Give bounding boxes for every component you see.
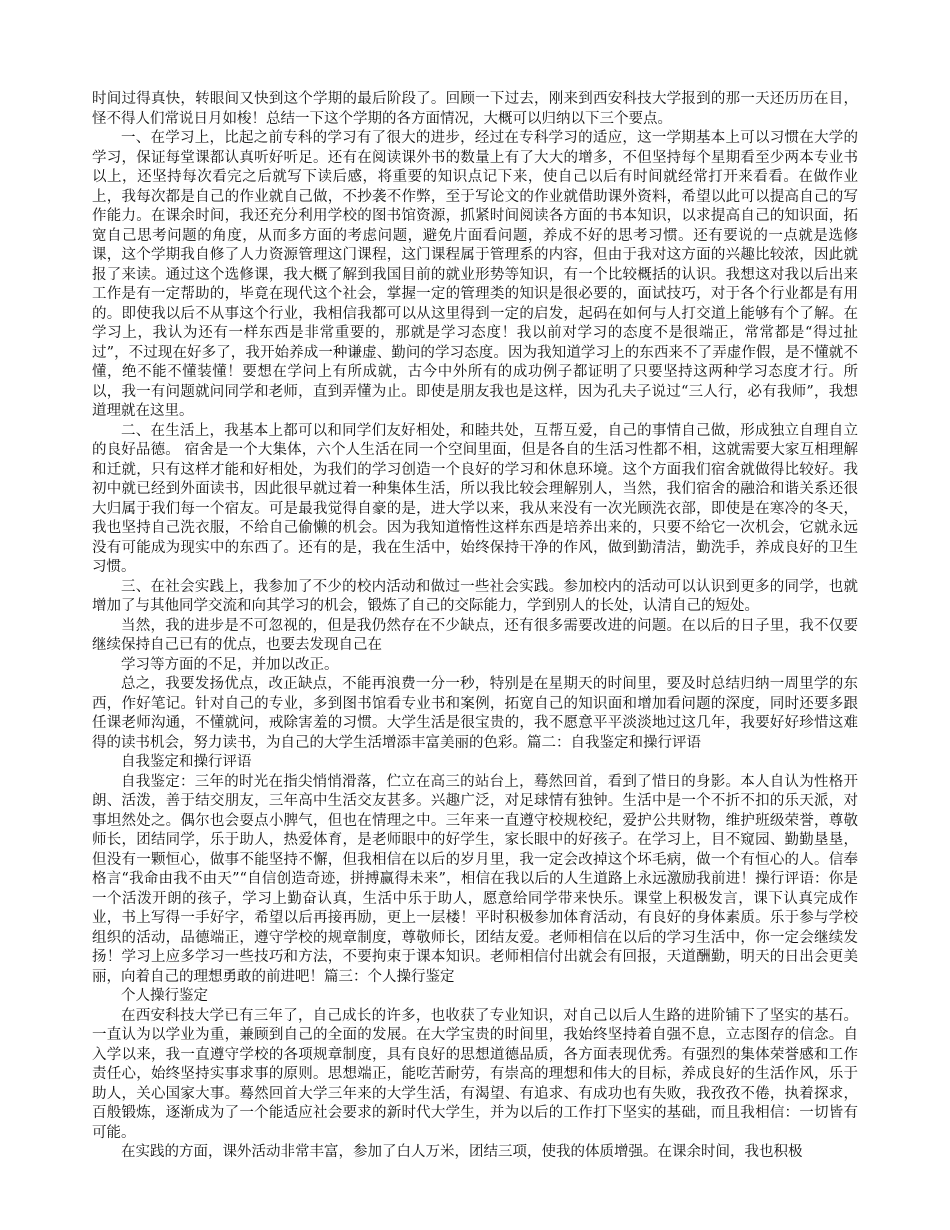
section-heading-self-evaluation: 自我鉴定和操行评语 bbox=[121, 754, 252, 770]
section-heading-conduct: 个人操行鉴定 bbox=[121, 988, 208, 1004]
paragraph-summary: 总之，我要发扬优点，改正缺点，不能再浪费一分一秒，特别是在星期天的时间里，要及时总结归纳一周里学的东西，作好笔记。针对自己的专业，多到图书馆看专业书和案例，拓宽自己的知识面和增加看问题的深度，同时还要多跟任课老师沟通，不懂就问，戒除害羞的习惯。大学生活是很宝贵的，我不愿意平平淡淡地过这几年，我要好好珍惜这难得的读书机会，努力读书，为自己的大学生活增添丰富美丽的色彩。篇二：自我鉴定和操行评语 bbox=[92, 676, 858, 751]
paragraph-self-evaluation: 自我鉴定：三年的时光在指尖悄悄滑落，伫立在高三的站台上，蓦然回首，看到了惜日的身影。本人自认为性格开朗、活泼，善于结交朋友，三年高中生活交友甚多。兴趣广泛，对足球情有独钟。生活中是一个不折不扣的乐天派，对事坦然处之。偶尔也会耍点小脾气，但也在情理之中。三年来一直遵守校规校纪，爱护公共财物，维护班级荣誉，尊敬师长，团结同学，乐于助人，热爱体育，是老师眼中的好学生，家长眼中的好孩子。在学习上，目不窥园、勤勤垦垦，但没有一颗恒心，做事不能坚持不懈，但我相信在以后的岁月里，我一定会改掉这个坏毛病，做一个有恒心的人。信奉格言“我命由我不由天”“自信创造奇迹，拼搏赢得未来”，相信在我以后的人生道路上永远激励我前进！操行评语：你是一个活泼开朗的孩子，学习上勤奋认真，生活中乐于助人，愿意给同学带来快乐。课堂上积极发言，课下认真完成作业，书上写得一手好字，希望以后再接再励，更上一层楼！平时积极参加体育活动，有良好的身体素质。乐于参与学校组织的活动，品德端正，遵守学校的规章制度，尊敬师长，团结友爱。老师相信在以后的学习生活中，你一定会继续发扬！学习上应多学习一些技巧和方法，不要拘束于课本知识。老师相信付出就会有回报，天道酬勤，明天的日出会更美丽，向着自己的理想勇敢的前进吧！篇三：个人操行鉴定 bbox=[92, 773, 858, 985]
paragraph-study: 一、在学习上，比起之前专科的学习有了很大的进步，经过在专科学习的适应，这一学期基本上可以习惯在大学的学习，保证每堂课都认真听好听足。还有在阅读课外书的数量上有了大大的增多，不但坚持每个星期看至少两本专业书以上，还坚持每次看完之后就写下读后感，将重要的知识点记下来，使自己以后有时间就经常打开来看看。在做作业上，我每次都是自己的作业就自己做，不抄袭不作弊，至于写论文的作业就借助课外资料，希望以此可以提高自己的写作能力。在课余时间，我还充分利用学校的图书馆资源，抓紧时间阅读各方面的书本知识，以求提高自己的知识面，拓宽自己思考问题的角度，从而多方面的考虑问题，避免片面看问题，养成不好的思考习惯。还有要说的一点就是选修课，这个学期我自修了人力资源管理这门课程，这门课程属于管理系的内容，但由于我对这方面的兴趣比较浓，因此就报了来读。通过这个选修课，我大概了解到我国目前的就业形势等知识，有一个比较概括的认识。我想这对我以后出来工作是有一定帮助的，毕竟在现代这个社会，掌握一定的管理类的知识是很必要的，面试技巧，对于各个行业都是有用的。即使我以后不从事这个行业，我相信我都可以从这里得到一定的启发，起码在如何与人打交道上能够有个了解。在学习上，我认为还有一样东西是非常重要的，那就是学习态度！我以前对学习的态度不是很端正，常常都是“得过扯过”，不过现在好多了，我开始养成一种谦虚、勤问的学习态度。因为我知道学习上的东西来不了弄虚作假，是不懂就不懂，绝不能不懂装懂！要想在学问上有所成就，古今中外所有的成功例子都证明了只要坚持这两种学习态度才行。所以，我一有问题就问同学和老师，直到弄懂为止。即使是朋友我也是这样，因为孔夫子说过“三人行，必有我师”，我想道理就在这里。 bbox=[92, 130, 858, 419]
paragraph-social-practice: 三、在社会实践上，我参加了不少的校内活动和做过一些社会实践。参加校内的活动可以认识到更多的同学，也就增加了与其他同学交流和向其学习的机会，锻炼了自己的交际能力，学到别人的长处，认清自己的短处。 bbox=[92, 578, 858, 614]
paragraph-shortcomings-cont: 学习等方面的不足，并加以改正。 bbox=[121, 656, 339, 673]
paragraph-intro: 时间过得真快，转眼间又快到这个学期的最后阶段了。回顾一下过去，刚来到西安科技大学报到的那一天还历历在目，怪不得人们常说日月如梭！总结一下这个学期的各方面情况，大概可以归纳以下三个要点。 bbox=[92, 91, 858, 127]
document-page bbox=[92, 90, 858, 1220]
paragraph-shortcomings: 当然，我的进步是不可忽视的，但是我仍然存在不少缺点，还有很多需要改进的问题。在以后的日子里，我不仅要继续保持自己已有的优点，也要去发现自己在 bbox=[92, 617, 858, 653]
paragraph-practice: 在实践的方面，课外活动非常丰富，参加了白人万米，团结三项，使我的体质增强。在课余时间，我也积极 bbox=[121, 1144, 803, 1160]
paragraph-conduct: 在西安科技大学已有三年了，自己成长的许多，也收获了专业知识，对自己以后人生路的进阶铺下了坚实的基石。一直认为以学业为重，兼顾到自己的全面的发展。在大学宝贵的时间里，我始终坚持着自强不息，立志图存的信念。自入学以来，我一直遵守学校的各项规章制度，具有良好的思想道德品质，各方面表现优秀。有强烈的集体荣誉感和工作责任心，始终坚持实事求事的原则。思想端正，能吃苦耐劳，有崇高的理想和伟大的目标，养成良好的生活作风，乐于助人，关心国家大事。蓦然回首大学三年来的大学生活，有渴望、有追求、有成功也有失败，我孜孜不倦，执着探求，百般锻炼，逐渐成为了一个能适应社会要求的新时代大学生，并为以后的工作打下坚实的基础，而且我相信：一切皆有可能。 bbox=[92, 1007, 858, 1141]
paragraph-life: 二、在生活上，我基本上都可以和同学们友好相处，和睦共处，互帮互爱，自己的事情自己做，形成独立自理自立的良好品德。 宿舍是一个大集体，六个人生活在同一个空间里面，但是各自的生活习性都不相，这就需要大家互相理解和迁就，只有这样才能和好相处，为我们的学习创造一个良好的学习和休息环境。这个方面我们宿舍就做得比较好。我初中就已经到外面读书，因此很早就过着一种集体生活，所以我比较会理解别人，当然，我们宿舍的融洽和谐关系还很大归属于我们每一个宿友。可是最我觉得自豪的是，进大学以来，我从来没有一次光顾洗衣部，即使是在寒冷的冬天，我也坚持自己洗衣服，不给自己偷懒的机会。因为我知道惰性这样东西是培养出来的，只要不给它一次机会，它就永远没有可能成为现实中的东西了。还有的是，我在生活中，始终保持干净的作风，做到勤清洁，勤洗手，养成良好的卫生习惯。 bbox=[92, 422, 858, 575]
